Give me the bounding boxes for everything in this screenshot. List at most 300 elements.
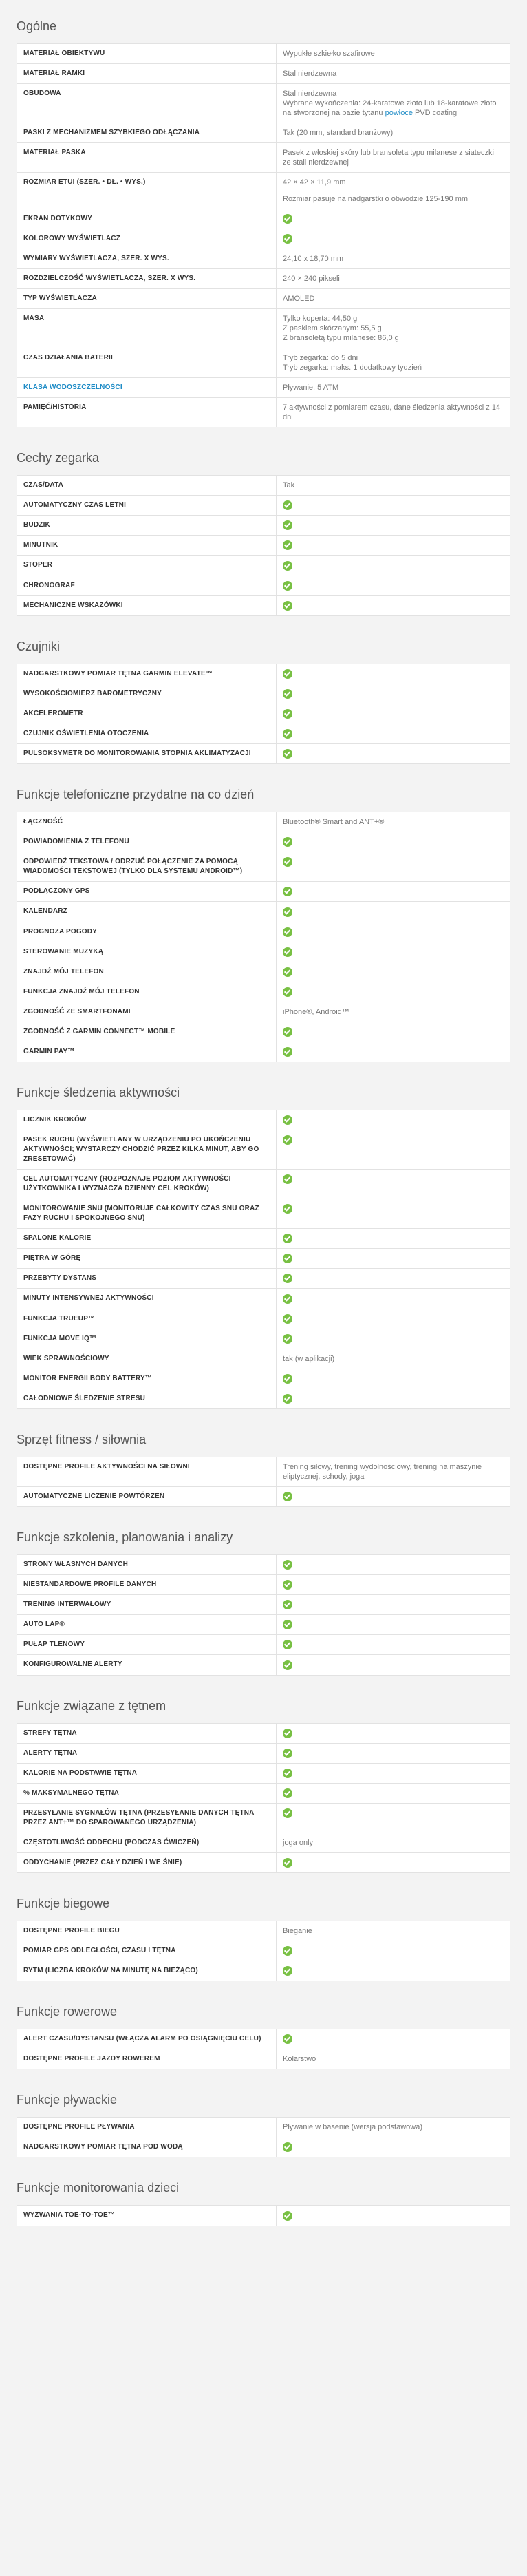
spec-value-line: Tak (20 mm, standard branżowy): [283, 129, 394, 137]
spec-value-line: Z paskiem skórzanym: 55,5 g: [283, 324, 382, 333]
check-icon: [283, 1394, 292, 1404]
section-title: Sprzęt fitness / siłownia: [17, 1432, 147, 1446]
check-icon: [283, 500, 292, 510]
spec-label: DOSTĘPNE PROFILE AKTYWNOŚCI NA SIŁOWNI: [17, 1457, 277, 1486]
spec-row: [17, 1130, 510, 1170]
spec-value: [277, 2049, 510, 2069]
spec-label: AUTOMATYCZNE LICZENIE POWTÓRZEŃ: [17, 1486, 277, 1506]
spec-row: [17, 229, 510, 249]
check-icon: [283, 234, 292, 244]
spec-row: [17, 84, 510, 123]
spec-value: [277, 44, 510, 64]
check-icon: [283, 214, 292, 224]
spec-value: [277, 922, 510, 942]
spec-label: RYTM (LICZBA KROKÓW NA MINUTĘ NA BIEŻĄCO): [17, 1961, 277, 1981]
spec-value-line: Stal nierdzewna: [283, 89, 337, 98]
spec-value: [277, 84, 510, 123]
spec-table: [17, 2029, 510, 2069]
spec-table: [17, 475, 510, 616]
spec-value: [277, 309, 510, 348]
spec-row: [17, 1002, 510, 1022]
spec-value-line: Bieganie: [283, 1927, 312, 1936]
check-icon: [283, 1858, 292, 1868]
spec-value: [277, 556, 510, 576]
spec-row: [17, 1783, 510, 1803]
spec-row: [17, 1170, 510, 1199]
spec-label: BUDZIK: [17, 516, 277, 536]
spec-table: [17, 1921, 510, 1981]
spec-row: [17, 1555, 510, 1575]
spec-value: [277, 348, 510, 378]
spec-row: [17, 1022, 510, 1042]
check-icon: [283, 689, 292, 699]
spec-label: FUNKCJA TRUEUP™: [17, 1309, 277, 1329]
check-icon: [283, 2142, 292, 2152]
spec-label: AUTO LAP®: [17, 1615, 277, 1635]
spec-value-line: Bluetooth® Smart and ANT+®: [283, 818, 385, 827]
section-funkcje-plywackie: [17, 2089, 510, 2157]
spec-value: [277, 398, 510, 427]
spec-label: MONITOROWANIE SNU (MONITORUJE CAŁKOWITY CZAS SNU ORAZ FAZY RUCHU I SPOKOJNEGO SNU): [17, 1199, 277, 1229]
spec-row: [17, 982, 510, 1002]
spec-row: [17, 516, 510, 536]
section-title: Funkcje związane z tętnem: [17, 1698, 166, 1713]
spec-label: WYMIARY WYŚWIETLACZA, SZER. X WYS.: [17, 249, 277, 269]
spec-row: [17, 744, 510, 764]
spec-value: [277, 1349, 510, 1369]
spec-label: PAMIĘĆ/HISTORIA: [17, 398, 277, 427]
spec-table: [17, 2205, 510, 2226]
spec-value: [277, 1655, 510, 1675]
spec-row: [17, 173, 510, 209]
spec-value: [277, 744, 510, 764]
spec-value: [277, 852, 510, 882]
spec-table: [17, 1723, 510, 1873]
spec-table: [17, 812, 510, 1062]
spec-value: [277, 64, 510, 84]
section-cechy-zegarka: [17, 447, 510, 616]
spec-value: [277, 1743, 510, 1763]
spec-value: [277, 1852, 510, 1872]
check-icon: [283, 1334, 292, 1344]
spec-table: [17, 2117, 510, 2157]
spec-value: [277, 536, 510, 556]
spec-value: [277, 1941, 510, 1961]
section-title: Funkcje rowerowe: [17, 2005, 118, 2019]
section-title: Funkcje biegowe: [17, 1897, 110, 1911]
spec-row: [17, 2206, 510, 2226]
check-icon: [283, 601, 292, 611]
spec-label: CEL AUTOMATYCZNY (ROZPOZNAJE POZIOM AKTYWNOŚCI UŻYTKOWNIKA I WYZNACZA DZIENNY CEL KROKÓW): [17, 1170, 277, 1199]
spec-label: MINUTNIK: [17, 536, 277, 556]
spec-label: CZAS DZIAŁANIA BATERII: [17, 348, 277, 378]
check-icon: [283, 749, 292, 759]
spec-label: MATERIAŁ RAMKI: [17, 64, 277, 84]
spec-row: [17, 2049, 510, 2069]
spec-label: EKRAN DOTYKOWY: [17, 209, 277, 229]
spec-row: [17, 684, 510, 704]
check-icon: [283, 1027, 292, 1037]
spec-value: [277, 1289, 510, 1309]
spec-row: [17, 1852, 510, 1872]
spec-label: PIĘTRA W GÓRĘ: [17, 1249, 277, 1269]
spec-label: DOSTĘPNE PROFILE JAZDY ROWEREM: [17, 2049, 277, 2069]
spec-value: [277, 1309, 510, 1329]
spec-row: [17, 724, 510, 744]
spec-value: [277, 143, 510, 173]
spec-value: [277, 1002, 510, 1022]
spec-row: [17, 1269, 510, 1289]
spec-value: [277, 289, 510, 309]
spec-row: [17, 664, 510, 684]
spec-value: [277, 1486, 510, 1506]
spec-value: [277, 1555, 510, 1575]
spec-row: [17, 143, 510, 173]
check-icon: [283, 561, 292, 571]
spec-row: [17, 852, 510, 882]
spec-row: [17, 882, 510, 902]
spec-value: [277, 1723, 510, 1743]
check-icon: [283, 1580, 292, 1590]
spec-row: [17, 378, 510, 398]
spec-label: POWIADOMIENIA Z TELEFONU: [17, 832, 277, 852]
spec-value: [277, 1803, 510, 1833]
spec-value-line: joga only: [283, 1838, 314, 1847]
spec-row: [17, 1369, 510, 1389]
spec-value: [277, 378, 510, 398]
spec-value: [277, 2206, 510, 2226]
section-title: Funkcje telefoniczne przydatne na co dzień: [17, 788, 255, 802]
check-icon: [283, 540, 292, 550]
check-icon: [283, 1788, 292, 1798]
spec-value-line: Wypukłe szkiełko szafirowe: [283, 50, 375, 58]
spec-label: GARMIN PAY™: [17, 1042, 277, 1062]
spec-value: [277, 2029, 510, 2049]
spec-value: [277, 1595, 510, 1615]
spec-label: ODPOWIEDŹ TEKSTOWA / ODRZUĆ POŁĄCZENIE ZA POMOCĄ WIADOMOŚCI TEKSTOWEJ (TYLKO DLA SYSTEMU ANDROID™): [17, 852, 277, 882]
section-funkcje-rowerowe: [17, 2000, 510, 2069]
spec-label: KONFIGUROWALNE ALERTY: [17, 1655, 277, 1675]
spec-row: [17, 832, 510, 852]
pvd-coating-link[interactable]: powłoce: [385, 109, 413, 117]
spec-value: [277, 1635, 510, 1655]
spec-value-line: Tryb zegarka: do 5 dni: [283, 354, 358, 363]
spec-table: [17, 664, 510, 764]
spec-label: LICZNIK KROKÓW: [17, 1110, 277, 1130]
spec-value: [277, 1575, 510, 1595]
spec-value-line: AMOLED: [283, 295, 315, 304]
spec-value: [277, 1389, 510, 1408]
spec-value: [277, 962, 510, 982]
spec-label: % MAKSYMALNEGO TĘTNA: [17, 1783, 277, 1803]
spec-label: MATERIAŁ PASKA: [17, 143, 277, 173]
spec-value: [277, 1763, 510, 1783]
spec-label: POMIAR GPS ODLEGŁOŚCI, CZASU I TĘTNA: [17, 1941, 277, 1961]
spec-value: [277, 1170, 510, 1199]
spec-row: [17, 1389, 510, 1408]
spec-label: CZUJNIK OŚWIETLENIA OTOCZENIA: [17, 724, 277, 744]
check-icon: [283, 1174, 292, 1184]
spec-value: [277, 249, 510, 269]
spec-table: [17, 1457, 510, 1507]
check-icon: [283, 1204, 292, 1214]
spec-value-line: Wybrane wykończenia: 24-karatowe złoto lub 18-karatowe złoto na stworzonej na bazie tytanu: [283, 99, 497, 117]
spec-label: PODŁĄCZONY GPS: [17, 882, 277, 902]
spec-value: [277, 269, 510, 289]
spec-label: WYSOKOŚCIOMIERZ BAROMETRYCZNY: [17, 684, 277, 704]
spec-label: ZGODNOŚĆ ZE SMARTFONAMI: [17, 1002, 277, 1022]
spec-value: [277, 123, 510, 143]
spec-row: [17, 44, 510, 64]
spec-row: [17, 1110, 510, 1130]
spec-row: [17, 536, 510, 556]
spec-label: KALORIE NA PODSTAWIE TĘTNA: [17, 1763, 277, 1783]
spec-label: PUŁAP TLENOWY: [17, 1635, 277, 1655]
spec-value: [277, 576, 510, 595]
spec-label: MECHANICZNE WSKAZÓWKI: [17, 595, 277, 615]
spec-value: [277, 1269, 510, 1289]
spec-label: MINUTY INTENSYWNEJ AKTYWNOŚCI: [17, 1289, 277, 1309]
spec-value-line: Rozmiar pasuje na nadgarstki o obwodzie 125-190 mm: [283, 195, 469, 203]
spec-value: [277, 1130, 510, 1170]
spec-value: [277, 173, 510, 209]
section-funkcje-zwiazane-z-tetnem: [17, 1695, 510, 1873]
spec-label: DOSTĘPNE PROFILE BIEGU: [17, 1921, 277, 1941]
spec-label: CZĘSTOTLIWOŚĆ ODDECHU (PODCZAS ĆWICZEŃ): [17, 1833, 277, 1852]
spec-value-line: PVD coating: [412, 109, 458, 117]
section-title: Ogólne: [17, 19, 57, 33]
spec-label: PASKI Z MECHANIZMEM SZYBKIEGO ODŁĄCZANIA: [17, 123, 277, 143]
check-icon: [283, 2211, 292, 2221]
spec-row: [17, 1921, 510, 1941]
spec-row: [17, 309, 510, 348]
spec-row: [17, 123, 510, 143]
spec-value-line: tak (w aplikacji): [283, 1354, 335, 1363]
spec-label: SPALONE KALORIE: [17, 1229, 277, 1249]
check-icon: [283, 1374, 292, 1384]
spec-value: [277, 476, 510, 496]
spec-value-line: 24,10 x 18,70 mm: [283, 255, 344, 264]
check-icon: [283, 1254, 292, 1263]
spec-table: [17, 1554, 510, 1676]
check-icon: [283, 837, 292, 847]
spec-value: [277, 1229, 510, 1249]
spec-label: ŁĄCZNOŚĆ: [17, 812, 277, 832]
check-icon: [283, 1600, 292, 1609]
check-icon: [283, 987, 292, 997]
spec-row: [17, 1833, 510, 1852]
spec-row: [17, 1803, 510, 1833]
spec-row: [17, 64, 510, 84]
spec-label: WYZWANIA TOE-TO-TOE™: [17, 2206, 277, 2226]
check-icon: [283, 581, 292, 591]
section-czujniki: [17, 635, 510, 764]
spec-label: ROZMIAR ETUI (SZER. • DŁ. • WYS.): [17, 173, 277, 209]
section-sprzet-fitness-silownia: [17, 1428, 510, 1507]
spec-label: STEROWANIE MUZYKĄ: [17, 942, 277, 962]
spec-row: [17, 1635, 510, 1655]
spec-value-line: Z bransoletą typu milanese: 86,0 g: [283, 334, 399, 343]
spec-label: CHRONOGRAF: [17, 576, 277, 595]
spec-label: ZGODNOŚĆ Z GARMIN CONNECT™ MOBILE: [17, 1022, 277, 1042]
spec-label: FUNKCJA MOVE IQ™: [17, 1329, 277, 1349]
spec-row: [17, 476, 510, 496]
section-title: Funkcje pływackie: [17, 2093, 118, 2107]
spec-row: [17, 348, 510, 378]
section-funkcje-biegowe: [17, 1892, 510, 1981]
check-icon: [283, 857, 292, 867]
spec-label: ROZDZIELCZOŚĆ WYŚWIETLACZA, SZER. X WYS.: [17, 269, 277, 289]
spec-value-line: 7 aktywności z pomiarem czasu, dane śledzenia aktywności z 14 dni: [283, 403, 501, 422]
check-icon: [283, 1135, 292, 1145]
section-funkcje-telefoniczne-przydatne-na-co-dzien: [17, 783, 510, 1062]
spec-row: [17, 249, 510, 269]
spec-table: [17, 1110, 510, 1409]
check-icon: [283, 729, 292, 739]
spec-row: [17, 1309, 510, 1329]
spec-label: AUTOMATYCZNY CZAS LETNI: [17, 496, 277, 516]
check-icon: [283, 1660, 292, 1670]
spec-row: [17, 812, 510, 832]
check-icon: [283, 967, 292, 977]
spec-label: NIESTANDARDOWE PROFILE DANYCH: [17, 1575, 277, 1595]
spec-row: [17, 902, 510, 922]
spec-label: PULSOKSYMETR DO MONITOROWANIA STOPNIA AKLIMATYZACJI: [17, 744, 277, 764]
spec-row: [17, 1249, 510, 1269]
spec-value: [277, 942, 510, 962]
spec-value: [277, 1783, 510, 1803]
check-icon: [283, 1274, 292, 1283]
spec-label: PROGNOZA POGODY: [17, 922, 277, 942]
section-title: Czujniki: [17, 639, 61, 653]
spec-label: PRZEBYTY DYSTANS: [17, 1269, 277, 1289]
spec-row: [17, 1575, 510, 1595]
check-icon: [283, 907, 292, 917]
spec-label: DOSTĘPNE PROFILE PŁYWANIA: [17, 2118, 277, 2137]
spec-label: STRONY WŁASNYCH DANYCH: [17, 1555, 277, 1575]
spec-label: CZAS/DATA: [17, 476, 277, 496]
spec-row: [17, 556, 510, 576]
spec-value: [277, 1833, 510, 1852]
section-title: Cechy zegarka: [17, 451, 100, 465]
check-icon: [283, 1966, 292, 1976]
spec-row: [17, 1042, 510, 1062]
section-ogolne: [17, 15, 510, 427]
spec-value: [277, 1615, 510, 1635]
spec-row: [17, 1349, 510, 1369]
spec-label: OBUDOWA: [17, 84, 277, 123]
spec-value: [277, 684, 510, 704]
section-title: Funkcje śledzenia aktywności: [17, 1086, 180, 1100]
spec-value-line: Kolarstwo: [283, 2055, 316, 2064]
section-funkcje-sledzenia-aktywnosci: [17, 1081, 510, 1409]
spec-value-line: Tryb zegarka: maks. 1 dodatkowy tydzień: [283, 363, 422, 372]
spec-label: STREFY TĘTNA: [17, 1723, 277, 1743]
spec-row: [17, 595, 510, 615]
spec-value: [277, 882, 510, 902]
check-icon: [283, 709, 292, 719]
spec-row: [17, 289, 510, 309]
check-icon: [283, 1314, 292, 1324]
spec-label: WIEK SPRAWNOŚCIOWY: [17, 1349, 277, 1369]
spec-value-line: Trening siłowy, trening wydolnościowy, trening na maszynie eliptycznej, schody, joga: [283, 1462, 482, 1481]
section-title: Funkcje monitorowania dzieci: [17, 2181, 180, 2195]
spec-row: [17, 2137, 510, 2157]
spec-row: [17, 1723, 510, 1743]
spec-label: MONITOR ENERGII BODY BATTERY™: [17, 1369, 277, 1389]
spec-value: [277, 2118, 510, 2137]
spec-value: [277, 2137, 510, 2157]
check-icon: [283, 947, 292, 957]
spec-label: FUNKCJA ZNAJDŹ MÓJ TELEFON: [17, 982, 277, 1002]
check-icon: [283, 887, 292, 896]
spec-value: [277, 209, 510, 229]
spec-value: [277, 724, 510, 744]
section-funkcje-monitorowania-dzieci: [17, 2177, 510, 2226]
check-icon: [283, 1620, 292, 1629]
spec-value: [277, 595, 510, 615]
spec-row: [17, 1486, 510, 1506]
spec-row: [17, 209, 510, 229]
spec-value-line: Stal nierdzewna: [283, 70, 337, 78]
check-icon: [283, 2034, 292, 2044]
spec-value: [277, 982, 510, 1002]
check-icon: [283, 1946, 292, 1956]
spec-label: PRZESYŁANIE SYGNAŁÓW TĘTNA (PRZESYŁANIE DANYCH TĘTNA PRZEZ ANT+™ DO SPAROWANEGO URZĄDZENIA): [17, 1803, 277, 1833]
spec-label: ODDYCHANIE (PRZEZ CAŁY DZIEŃ I WE ŚNIE): [17, 1852, 277, 1872]
spec-value-line: 42 × 42 × 11,9 mm: [283, 178, 346, 187]
spec-value: [277, 1961, 510, 1981]
spec-label: ALERT CZASU/DYSTANSU (WŁĄCZA ALARM PO OSIĄGNIĘCIU CELU): [17, 2029, 277, 2049]
spec-label: CAŁODNIOWE ŚLEDZENIE STRESU: [17, 1389, 277, 1408]
spec-value: [277, 1369, 510, 1389]
spec-label: TYP WYŚWIETLACZA: [17, 289, 277, 309]
check-icon: [283, 669, 292, 679]
spec-row: [17, 1763, 510, 1783]
check-icon: [283, 1808, 292, 1818]
check-icon: [283, 1115, 292, 1125]
spec-value-line: 240 × 240 pikseli: [283, 275, 340, 284]
spec-label: TRENING INTERWAŁOWY: [17, 1595, 277, 1615]
check-icon: [283, 1560, 292, 1570]
spec-value: [277, 516, 510, 536]
spec-label-link[interactable]: KLASA WODOSZCZELNOŚCI: [17, 378, 277, 398]
spec-value: [277, 1921, 510, 1941]
spec-label: STOPER: [17, 556, 277, 576]
check-icon: [283, 1769, 292, 1778]
check-icon: [283, 1294, 292, 1304]
spec-label: NADGARSTKOWY POMIAR TĘTNA GARMIN ELEVATE™: [17, 664, 277, 684]
spec-value: [277, 229, 510, 249]
check-icon: [283, 927, 292, 937]
spec-label: PASEK RUCHU (WYŚWIETLANY W URZĄDZENIU PO UKOŃCZENIU AKTYWNOŚCI; WYSTARCZY CHODZIĆ PRZEZ KILKA MINUT, ABY GO ZRESETOWAĆ): [17, 1130, 277, 1170]
spec-label: AKCELEROMETR: [17, 704, 277, 724]
spec-value: [277, 1199, 510, 1229]
spec-row: [17, 496, 510, 516]
spec-label: NADGARSTKOWY POMIAR TĘTNA POD WODĄ: [17, 2137, 277, 2157]
section-funkcje-szkolenia-planowania-i-analizy: [17, 1526, 510, 1676]
spec-value-line: iPhone®, Android™: [283, 1007, 349, 1016]
spec-value: [277, 664, 510, 684]
check-icon: [283, 1749, 292, 1758]
spec-row: [17, 398, 510, 427]
spec-label: ZNAJDŹ MÓJ TELEFON: [17, 962, 277, 982]
spec-row: [17, 1743, 510, 1763]
spec-value-line: Tak: [283, 481, 295, 490]
spec-label: ALERTY TĘTNA: [17, 1743, 277, 1763]
spec-label: MASA: [17, 309, 277, 348]
spec-value: [277, 496, 510, 516]
